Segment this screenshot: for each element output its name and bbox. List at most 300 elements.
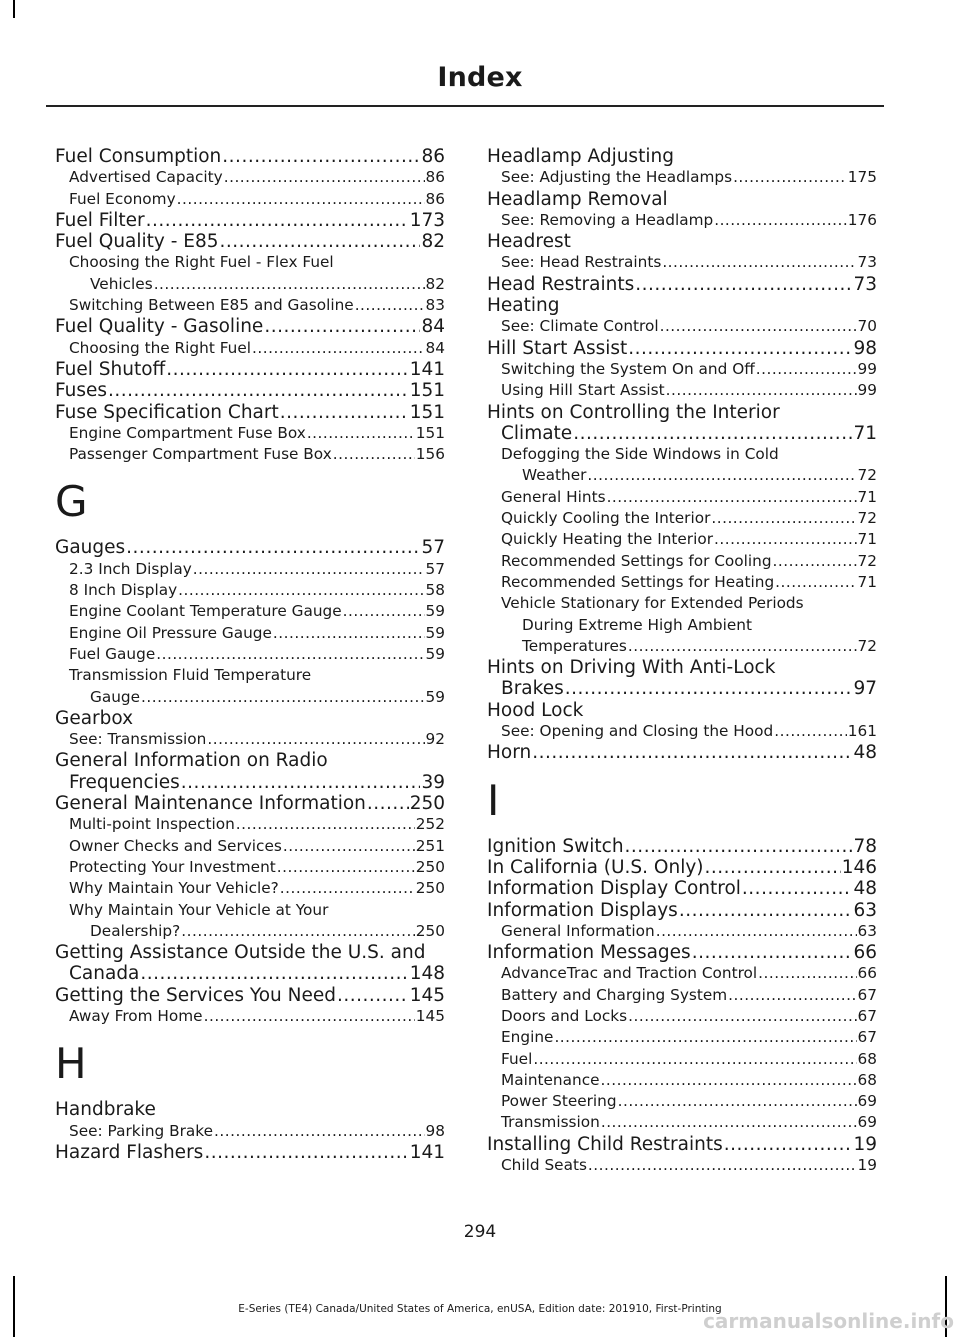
- entry-label-continued: Canada: [69, 963, 140, 985]
- entry-row: [69, 836, 445, 857]
- entry-label: Engine Compartment Fuse Box: [69, 423, 306, 442]
- entry-row: [501, 1112, 877, 1133]
- index-subentry: [487, 529, 877, 550]
- entry-label: Engine Oil Pressure Gauge: [69, 623, 272, 642]
- entry-row: [69, 644, 445, 665]
- index-entry: [55, 793, 445, 814]
- page-ref: 78: [853, 835, 877, 857]
- entry-label-continued: Dealership?: [90, 921, 181, 940]
- dot-leader: [662, 252, 856, 273]
- entry-label: Gauges: [55, 537, 126, 559]
- entry-label: Fuel Shutoff: [55, 358, 166, 380]
- entry-label: Fuel Economy: [69, 189, 176, 208]
- entry-row: [487, 678, 877, 699]
- index-entry: [487, 338, 877, 359]
- index-subentry: [55, 857, 445, 878]
- entry-row: [69, 729, 445, 750]
- dot-leader: [756, 359, 857, 380]
- entry-label-continued: During Extreme High Ambient: [522, 615, 752, 634]
- dot-leader: [692, 942, 853, 963]
- page-ref: 67: [857, 1006, 877, 1025]
- index-subentry: [487, 167, 877, 188]
- entry-row: [501, 487, 877, 508]
- page-ref: 176: [847, 210, 877, 229]
- page-ref: 92: [425, 730, 445, 749]
- page-ref: 66: [853, 942, 877, 964]
- entry-row: [69, 295, 445, 316]
- dot-leader: [679, 900, 853, 921]
- entry-label: AdvanceTrac and Traction Control: [501, 964, 758, 983]
- entry-row: [55, 316, 445, 337]
- dot-leader: [532, 742, 852, 763]
- page-ref: 69: [857, 1092, 877, 1111]
- entry-label: Hints on Driving With Anti-Lock: [487, 657, 776, 679]
- index-subentry: [55, 1121, 445, 1142]
- entry-row: [55, 402, 445, 423]
- index-subentry: [487, 508, 877, 529]
- page-ref: 70: [857, 317, 877, 336]
- entry-label: Choosing the Right Fuel: [69, 338, 252, 357]
- entry-row: [55, 146, 445, 167]
- dot-leader: [204, 1142, 408, 1163]
- dot-leader: [355, 295, 425, 316]
- dot-leader: [214, 1121, 425, 1142]
- page-ref: 69: [857, 1113, 877, 1132]
- entry-label: Getting the Services You Need: [55, 984, 336, 1006]
- entry-label: Child Seats: [501, 1156, 587, 1175]
- entry-label: Ignition Switch: [487, 835, 624, 857]
- entry-row: [487, 900, 877, 921]
- dot-leader: [714, 529, 857, 550]
- index-entry: [487, 274, 877, 295]
- page-ref: 67: [857, 1028, 877, 1047]
- entry-row: [501, 380, 877, 401]
- entry-row: [501, 508, 877, 529]
- page-ref: 63: [857, 921, 877, 940]
- index-entry: [55, 316, 445, 337]
- dot-leader: [656, 921, 857, 942]
- entry-label: General Hints: [501, 487, 606, 506]
- index-entry: [55, 985, 445, 1006]
- entry-label-continued: Vehicles: [90, 274, 153, 293]
- page-ref: 57: [425, 559, 445, 578]
- entry-label: Information Display Control: [487, 878, 741, 900]
- entry-row: [69, 423, 445, 444]
- entry-row: [69, 338, 445, 359]
- entry-label: Fuel Quality - Gasoline: [55, 316, 264, 338]
- entry-row: [69, 878, 445, 899]
- index-subentry: [487, 1155, 877, 1176]
- page-ref: 141: [409, 1141, 445, 1163]
- entry-row: [501, 921, 877, 942]
- dot-leader: [573, 423, 852, 444]
- entry-label: Why Maintain Your Vehicle at Your: [69, 900, 329, 919]
- entry-row: [501, 1049, 877, 1070]
- index-subentry: [55, 338, 445, 359]
- dot-leader: [774, 721, 847, 742]
- page-ref: 173: [409, 209, 445, 231]
- entry-row: [501, 465, 877, 486]
- entry-label: Hood Lock: [487, 699, 584, 721]
- page-ref: 151: [409, 380, 445, 402]
- index-subentry: [55, 878, 445, 899]
- index-subentry: [55, 601, 445, 622]
- page-ref: 71: [857, 530, 877, 549]
- index-entry: [487, 1134, 877, 1155]
- dot-leader: [343, 601, 425, 622]
- entry-label: General Information: [501, 921, 655, 940]
- entry-label: Gearbox: [55, 707, 134, 729]
- entry-row: [501, 167, 877, 188]
- index-entry: [55, 359, 445, 380]
- dot-leader: [601, 1112, 857, 1133]
- dot-leader: [273, 623, 425, 644]
- entry-row: [487, 274, 877, 295]
- index-subentry: [55, 665, 445, 708]
- entry-label: 2.3 Inch Display: [69, 559, 192, 578]
- page-ref: 71: [857, 487, 877, 506]
- index-subentry: [487, 1049, 877, 1070]
- entry-label: Fuses: [55, 380, 108, 402]
- dot-leader: [224, 167, 425, 188]
- entry-row: [55, 985, 445, 1006]
- entry-row: [501, 636, 877, 657]
- entry-label-continued: Weather: [522, 466, 587, 485]
- index-subentry: [487, 1070, 877, 1091]
- index-subentry: [55, 167, 445, 188]
- page-ref: 250: [415, 921, 445, 940]
- page-ref: 59: [425, 644, 445, 663]
- dot-leader: [204, 1006, 415, 1027]
- page-ref: 145: [409, 984, 445, 1006]
- entry-row: [501, 1070, 877, 1091]
- index-subentry: [487, 1006, 877, 1027]
- page-ref: 68: [857, 1049, 877, 1068]
- dot-leader: [628, 636, 857, 657]
- entry-row: [501, 1091, 877, 1112]
- entry-row: [69, 167, 445, 188]
- index-entry: [55, 942, 445, 985]
- entry-label: Quickly Heating the Interior: [501, 530, 713, 549]
- page-ref: 175: [847, 168, 877, 187]
- index-subentry: [487, 359, 877, 380]
- entry-row: [55, 963, 445, 984]
- index-subentry: [55, 1006, 445, 1027]
- entry-label: Using Hill Start Assist: [501, 381, 665, 400]
- entry-label: Battery and Charging System: [501, 985, 728, 1004]
- page-ref: 145: [415, 1006, 445, 1025]
- dot-leader: [108, 380, 409, 401]
- index-subentry: [487, 1027, 877, 1048]
- dot-leader: [618, 1091, 857, 1112]
- dot-leader: [333, 444, 415, 465]
- page-ref: 141: [409, 358, 445, 380]
- entry-row: [69, 189, 445, 210]
- entry-row: [69, 814, 445, 835]
- entry-label: Protecting Your Investment: [69, 857, 276, 876]
- entry-row: [501, 551, 877, 572]
- index-entry: [55, 402, 445, 423]
- dot-leader: [140, 963, 408, 984]
- entry-label: Defogging the Side Windows in Cold: [501, 445, 779, 464]
- entry-label: Recommended Settings for Cooling: [501, 551, 772, 570]
- index-subentry: [55, 295, 445, 316]
- dot-leader: [166, 359, 408, 380]
- entry-label: Fuel: [501, 1049, 533, 1068]
- entry-label: General Maintenance Information: [55, 793, 366, 815]
- page-ref: 39: [421, 771, 445, 793]
- index-column-right: [487, 146, 877, 1176]
- entry-row: [55, 1142, 445, 1163]
- dot-leader: [601, 1070, 857, 1091]
- entry-label: Why Maintain Your Vehicle?: [69, 879, 279, 898]
- entry-row: [501, 572, 877, 593]
- entry-label: See: Opening and Closing the Hood: [501, 722, 774, 741]
- index-subentry: [487, 721, 877, 742]
- entry-label: Fuel Filter: [55, 209, 145, 231]
- page-ref: 250: [415, 879, 445, 898]
- dot-leader: [367, 793, 409, 814]
- entry-label: Doors and Locks: [501, 1006, 628, 1025]
- index-entry: [55, 1099, 445, 1120]
- dot-leader: [181, 772, 421, 793]
- page-ref: 72: [857, 636, 877, 655]
- page-ref: 57: [421, 537, 445, 559]
- entry-row: [487, 338, 877, 359]
- page-ref: 82: [421, 231, 445, 253]
- index-entry: [55, 231, 445, 252]
- index-entry: [55, 537, 445, 558]
- index-entry: [487, 295, 877, 316]
- index-subentry: [487, 985, 877, 1006]
- entry-row: [501, 1006, 877, 1027]
- dot-leader: [733, 167, 847, 188]
- entry-row: [55, 231, 445, 252]
- entry-label: See: Parking Brake: [69, 1121, 214, 1140]
- index-subentry: [487, 963, 877, 984]
- entry-row: [487, 857, 877, 878]
- index-entry: [55, 380, 445, 401]
- entry-label: Headlamp Removal: [487, 188, 668, 210]
- entry-label: See: Transmission: [69, 730, 207, 749]
- page-ref: 59: [425, 623, 445, 642]
- entry-row: [487, 836, 877, 857]
- index-subentry: [55, 423, 445, 444]
- entry-row: [55, 359, 445, 380]
- dot-leader: [666, 380, 857, 401]
- entry-label: Hints on Controlling the Interior: [487, 401, 780, 423]
- page-ref: 146: [841, 856, 877, 878]
- entry-label: Advertised Capacity: [69, 168, 223, 187]
- dot-leader: [280, 402, 409, 423]
- page-ref: 48: [853, 742, 877, 764]
- entry-row: [69, 559, 445, 580]
- entry-label: Getting Assistance Outside the U.S. and: [55, 942, 426, 964]
- index-entry: [55, 750, 445, 793]
- dot-leader: [587, 465, 856, 486]
- page-ref: 99: [857, 359, 877, 378]
- dot-leader: [758, 963, 856, 984]
- entry-row: [487, 423, 877, 444]
- dot-leader: [628, 1006, 856, 1027]
- index-subentry: [55, 559, 445, 580]
- entry-row: [69, 623, 445, 644]
- entry-label: See: Adjusting the Headlamps: [501, 168, 733, 187]
- entry-label-continued: Climate: [501, 422, 573, 444]
- dot-leader: [156, 644, 424, 665]
- entry-label: Engine: [501, 1028, 554, 1047]
- page-ref: 71: [857, 572, 877, 591]
- index-entry: [55, 708, 445, 729]
- index-subentry: [487, 487, 877, 508]
- entry-label: Transmission Fluid Temperature: [69, 666, 312, 685]
- entry-row: [55, 380, 445, 401]
- entry-row: [69, 444, 445, 465]
- entry-label: Headrest: [487, 231, 571, 253]
- page-ref: 59: [425, 687, 445, 706]
- entry-label: Away From Home: [69, 1006, 203, 1025]
- entry-row: [55, 537, 445, 558]
- index-entry: [487, 900, 877, 921]
- page-ref: 151: [415, 423, 445, 442]
- entry-row: [55, 793, 445, 814]
- dot-leader: [724, 1134, 853, 1155]
- dot-leader: [775, 572, 856, 593]
- page-ref: 72: [857, 466, 877, 485]
- index-entry: [487, 189, 877, 210]
- dot-leader: [252, 338, 425, 359]
- dot-leader: [146, 210, 409, 231]
- dot-leader: [607, 487, 857, 508]
- entry-label: Vehicle Stationary for Extended Periods: [501, 594, 804, 613]
- dot-leader: [141, 687, 424, 708]
- index-subentry: [55, 580, 445, 601]
- dot-leader: [177, 189, 425, 210]
- index-subentry: [487, 210, 877, 231]
- entry-row: [487, 942, 877, 963]
- index-subentry: [55, 814, 445, 835]
- entry-row: [69, 921, 445, 942]
- page-ref: 48: [853, 878, 877, 900]
- entry-row: [69, 857, 445, 878]
- entry-label: Fuel Consumption: [55, 146, 222, 167]
- dot-leader: [533, 1049, 856, 1070]
- index-entry: [487, 878, 877, 899]
- dot-leader: [193, 559, 425, 580]
- page-ref: 99: [857, 381, 877, 400]
- page-ref: 98: [425, 1121, 445, 1140]
- entry-row: [501, 359, 877, 380]
- entry-label: Choosing the Right Fuel - Flex Fuel: [69, 253, 334, 272]
- index-entry: [487, 942, 877, 963]
- page-ref: 161: [847, 722, 877, 741]
- index-subentry: [487, 1112, 877, 1133]
- page-ref: 151: [409, 401, 445, 423]
- dot-leader: [207, 729, 424, 750]
- entry-row: [501, 985, 877, 1006]
- entry-row: [55, 772, 445, 793]
- index-subentry: [55, 900, 445, 943]
- page-ref: 98: [853, 337, 877, 359]
- index-entry: [487, 231, 877, 252]
- entry-label: Owner Checks and Services: [69, 836, 282, 855]
- index-entry: [55, 146, 445, 167]
- index-entry: [487, 402, 877, 445]
- entry-label: Recommended Settings for Heating: [501, 572, 775, 591]
- entry-label: Headlamp Adjusting: [487, 146, 674, 167]
- entry-row: [69, 1121, 445, 1142]
- page-ref: 68: [857, 1070, 877, 1089]
- index-subentry: [55, 444, 445, 465]
- page-ref: 86: [425, 189, 445, 208]
- dot-leader: [280, 878, 415, 899]
- page-ref: 86: [425, 168, 445, 187]
- entry-row: [487, 742, 877, 763]
- index-entry: [55, 210, 445, 231]
- entry-row: [501, 963, 877, 984]
- entry-label: Heating: [487, 295, 560, 317]
- entry-label: Fuel Quality - E85: [55, 231, 219, 253]
- entry-row: [501, 1155, 877, 1176]
- page-ref: 71: [853, 422, 877, 444]
- entry-label: General Information on Radio: [55, 750, 328, 772]
- page-ref: 19: [853, 1133, 877, 1155]
- entry-label: Power Steering: [501, 1092, 617, 1111]
- dot-leader: [728, 985, 856, 1006]
- dot-leader: [220, 231, 421, 252]
- entry-label-continued: Temperatures: [522, 636, 627, 655]
- page-ref: 86: [421, 146, 445, 167]
- entry-row: [69, 1006, 445, 1027]
- page-ref: 156: [415, 445, 445, 464]
- dot-leader: [264, 316, 420, 337]
- dot-leader: [660, 316, 857, 337]
- index-entry: [55, 1142, 445, 1163]
- index-subentry: [487, 921, 877, 942]
- page-ref: 250: [409, 793, 445, 815]
- dot-leader: [635, 274, 852, 295]
- index-entry: [487, 857, 877, 878]
- index-subentry: [55, 836, 445, 857]
- entry-label: Engine Coolant Temperature Gauge: [69, 602, 342, 621]
- index-subentry: [487, 316, 877, 337]
- dot-leader: [565, 678, 853, 699]
- entry-label: Head Restraints: [487, 273, 635, 295]
- dot-leader: [181, 921, 415, 942]
- entry-row: [69, 580, 445, 601]
- index-subentry: [487, 593, 877, 657]
- entry-label: In California (U.S. Only): [487, 856, 704, 878]
- dot-leader: [277, 857, 415, 878]
- page-ref: 58: [425, 581, 445, 600]
- page-ref: 82: [425, 274, 445, 293]
- page-ref: 148: [409, 963, 445, 985]
- entry-label: Hazard Flashers: [55, 1141, 204, 1163]
- entry-row: [55, 210, 445, 231]
- index-subentry: [487, 572, 877, 593]
- entry-row: [69, 687, 445, 708]
- dot-leader: [126, 537, 420, 558]
- entry-label-continued: Gauge: [90, 687, 141, 706]
- entry-label: Multi-point Inspection: [69, 815, 235, 834]
- dot-leader: [307, 423, 415, 444]
- index-entry: [487, 700, 877, 721]
- entry-row: [501, 316, 877, 337]
- dot-leader: [742, 878, 853, 899]
- entry-row: [501, 1027, 877, 1048]
- index-subentry: [55, 623, 445, 644]
- page-ref: 72: [857, 509, 877, 528]
